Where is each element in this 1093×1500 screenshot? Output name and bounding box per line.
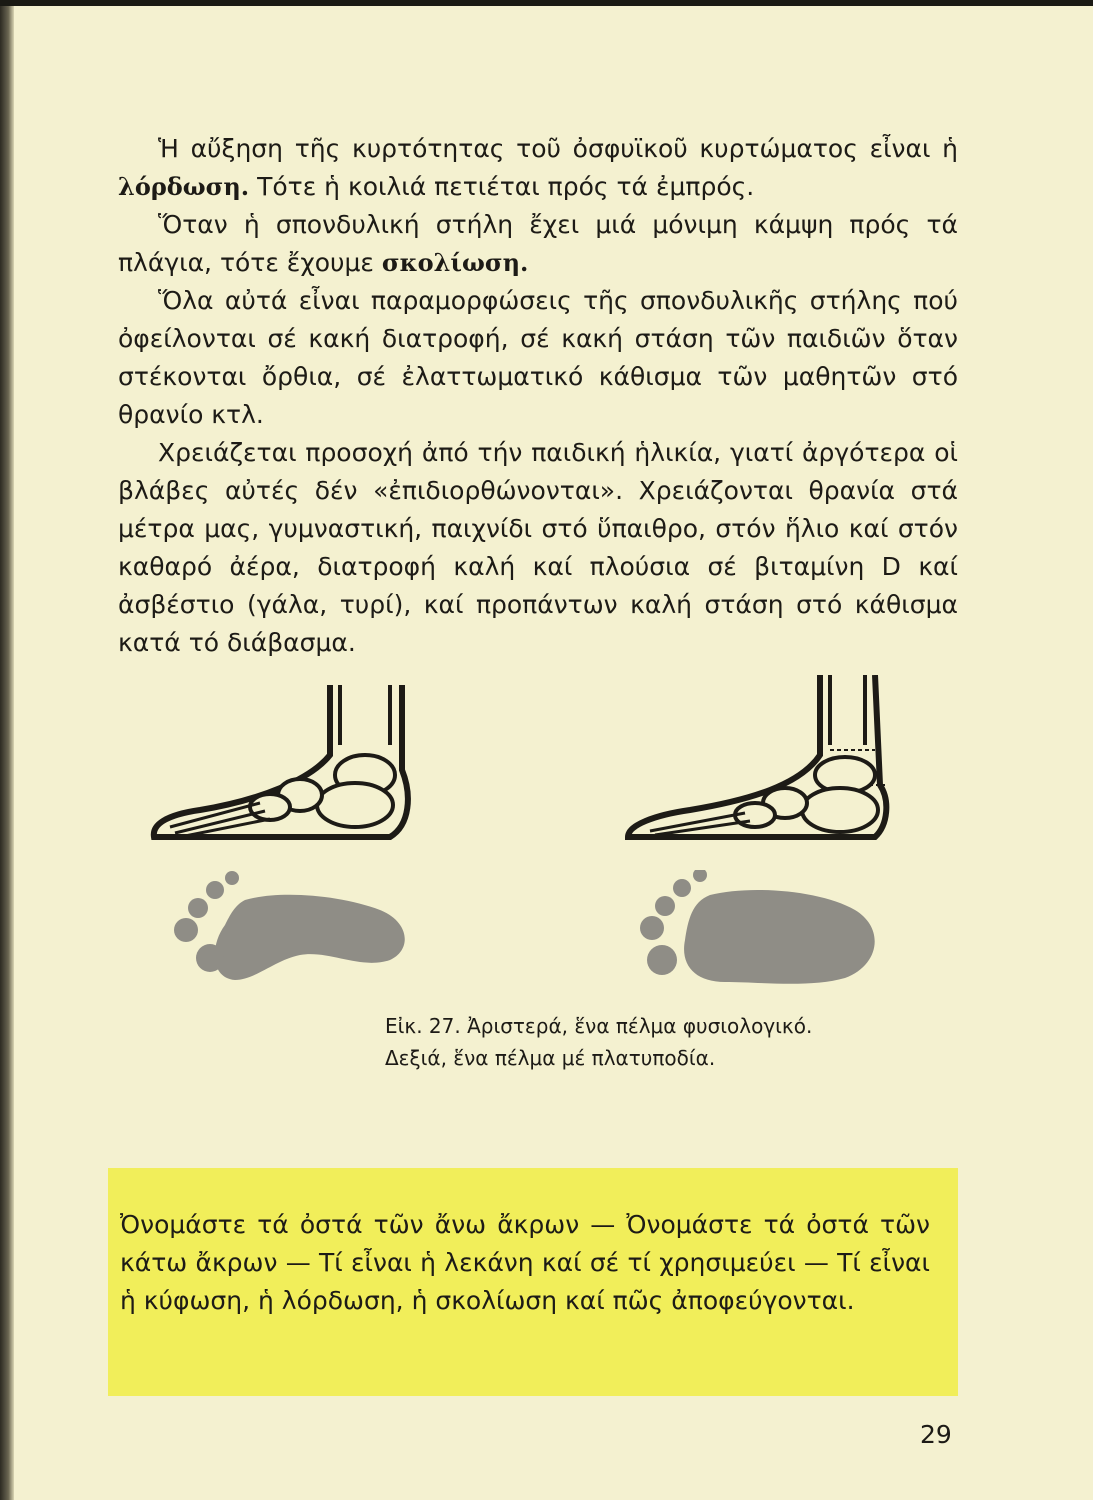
paragraph-lordosis-text-end: Τότε ἡ κοιλιά πετιέται πρός τά ἐμπρός. bbox=[249, 172, 755, 201]
paragraph-lordosis-text: Ἡ αὔξηση τῆς κυρτότητας τοῦ ὀσφυϊκοῦ κυρτώματος εἶναι ἡ bbox=[158, 134, 958, 163]
normal-footprint-illustration bbox=[170, 870, 420, 990]
caption-line-2: Δεξιά, ἕνα πέλμα μέ πλατυποδία. bbox=[385, 1046, 716, 1070]
paragraph-scoliosis-text: Ὅταν ἡ σπονδυλική στήλη ἔχει μιά μόνιμη κάμψη πρός τά πλάγια, τότε ἔχουμε bbox=[118, 210, 958, 277]
page-binding-edge bbox=[0, 0, 14, 1500]
normal-foot-illustration bbox=[140, 685, 430, 845]
body-text bbox=[118, 130, 958, 662]
term-scoliosis: σκολίωση. bbox=[381, 248, 529, 277]
figure-caption bbox=[385, 1010, 905, 1074]
review-questions-text: Ὀνομάστε τά ὀστά τῶν ἄνω ἄκρων — Ὀνομάστε τά ὀστά τῶν κάτω ἄκρων — Τί εἶναι ἡ λεκάνη καί σέ τί χρησιμεύει — Τί εἶναι ἡ κύφωση, ἡ λόρδωση, ἡ σκολίωση καί πῶς ἀποφεύγονται. bbox=[120, 1210, 930, 1315]
review-questions-box bbox=[108, 1168, 958, 1396]
paragraph-scoliosis bbox=[118, 206, 958, 282]
term-lordosis: λόρδωση. bbox=[118, 172, 250, 201]
paragraph-lordosis bbox=[118, 130, 958, 206]
foot-figures bbox=[140, 665, 940, 1000]
paragraph-deformities: Ὅλα αὐτά εἶναι παραμορφώσεις τῆς σπονδυλικῆς στήλης πού ὀφείλονται σέ κακή διατροφή, σέ κακή στάση τῶν παιδιῶν ὅταν στέκονται ὄρθια, σέ ἐλαττωματικό κάθισμα τῶν μαθητῶν στό θρανίο κτλ. bbox=[118, 286, 958, 429]
page-top-border bbox=[0, 0, 1093, 6]
paragraph-prevention: Χρειάζεται προσοχή ἀπό τήν παιδική ἡλικία, γιατί ἀργότερα οἱ βλάβες αὐτές δέν «ἐπιδιορθώνονται». Χρειάζονται θρανία στά μέτρα μας, γυμναστική, παιχνίδι στό ὕπαιθρο, στόν ἥλιο καί στόν καθαρό ἀέρα, διατροφή καλή καί πλούσια σέ βιταμίνη D καί ἀσβέστιο (γάλα, τυρί), καί προπάντων καλή στάση στό κάθισμα κατά τό διάβασμα. bbox=[118, 438, 958, 657]
caption-line-1: Εἰκ. 27. Ἀριστερά, ἕνα πέλμα φυσιολογικό. bbox=[385, 1014, 813, 1038]
flat-footprint-illustration bbox=[630, 870, 890, 995]
page-number: 29 bbox=[920, 1420, 952, 1449]
flat-foot-illustration bbox=[610, 675, 900, 845]
